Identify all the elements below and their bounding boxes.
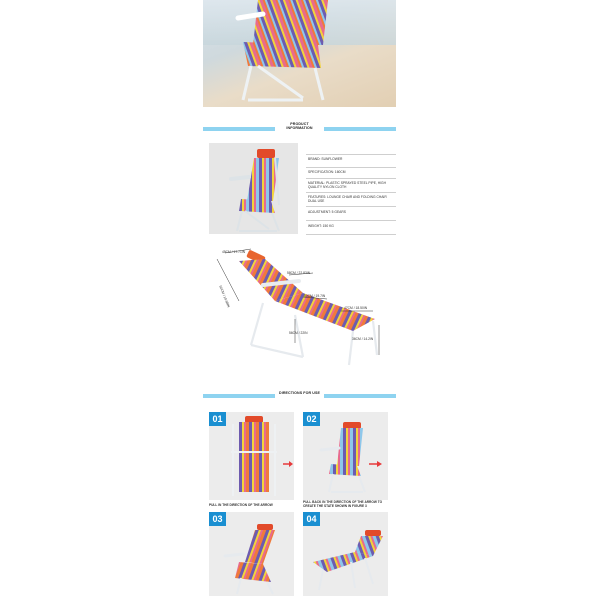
spec-specification: SPECIFICATION: 160CM	[308, 170, 346, 174]
spec-divider	[306, 192, 396, 193]
spec-divider	[306, 234, 396, 235]
chair-illustration	[209, 143, 298, 234]
header-bar-right	[324, 127, 396, 131]
dimension-mid-length: 50CM / 19.7IN	[304, 294, 326, 298]
spec-divider	[306, 167, 396, 168]
spec-divider	[306, 178, 396, 179]
step-number-02: 02	[303, 412, 320, 426]
reclining-chair-illustration	[209, 512, 294, 596]
directions-header	[203, 390, 396, 402]
step-number-03: 03	[209, 512, 226, 526]
dimension-leg-length: 47CM / 18.50IN	[344, 306, 368, 310]
step-number-04: 04	[303, 512, 320, 526]
product-information-header	[203, 123, 396, 135]
header-bar-right	[324, 394, 396, 398]
spec-divider	[306, 220, 396, 221]
product-information-title: PRODUCT INFORMATION	[286, 122, 313, 131]
header-bar-left	[203, 394, 275, 398]
dimension-seat-width: 58CM / 22.83IN	[287, 271, 311, 275]
step-panel-02	[303, 412, 388, 500]
directions-title: DIRECTIONS FOR USE	[279, 391, 320, 395]
flat-lounger-illustration	[303, 512, 388, 596]
upright-chair-illustration	[303, 412, 388, 500]
spec-adjustment: ADJUSTMENT: 5 GEARS	[308, 210, 346, 214]
spec-divider	[306, 206, 396, 207]
spec-weight: WEIGHT: 150 KG	[308, 224, 334, 228]
dimension-back-height: 50CM / 19.68IN	[218, 285, 231, 308]
dimension-pillow-width: 45CM / 17.71IN	[222, 250, 246, 254]
hero-image	[203, 0, 396, 107]
spec-features: FEATURES: LOUNGE CHAIR AND FOLDING CHAIR DUAL USE	[308, 195, 387, 203]
dimension-seat-height: 56CM / 22IN	[289, 331, 308, 335]
spec-divider	[306, 154, 396, 155]
lounger-illustration	[203, 245, 396, 375]
step-panel-01	[209, 412, 294, 500]
step-caption-01: PULL IN THE DIRECTION OF THE ARROW	[209, 503, 273, 507]
step-number-01: 01	[209, 412, 226, 426]
folded-chair-illustration	[209, 412, 294, 500]
product-image	[209, 143, 298, 234]
spec-material: MATERIAL: PLASTIC SPRAYED STEEL PIPE, HIGH QUALITY NYLON CLOTH	[308, 181, 386, 189]
step-panel-03	[209, 512, 294, 596]
step-panel-04	[303, 512, 388, 596]
hero-chair-illustration	[203, 0, 396, 107]
dimension-foot-height: 36CM / 14.2IN	[352, 337, 374, 341]
header-bar-left	[203, 127, 275, 131]
spec-brand: BRAND: SUNFLOWER	[308, 157, 343, 161]
step-caption-02: PULL BACK IN THE DIRECTION OF THE ARROW TO CREATE THE STATE SHOWN IN FIGURE 3	[303, 500, 383, 508]
